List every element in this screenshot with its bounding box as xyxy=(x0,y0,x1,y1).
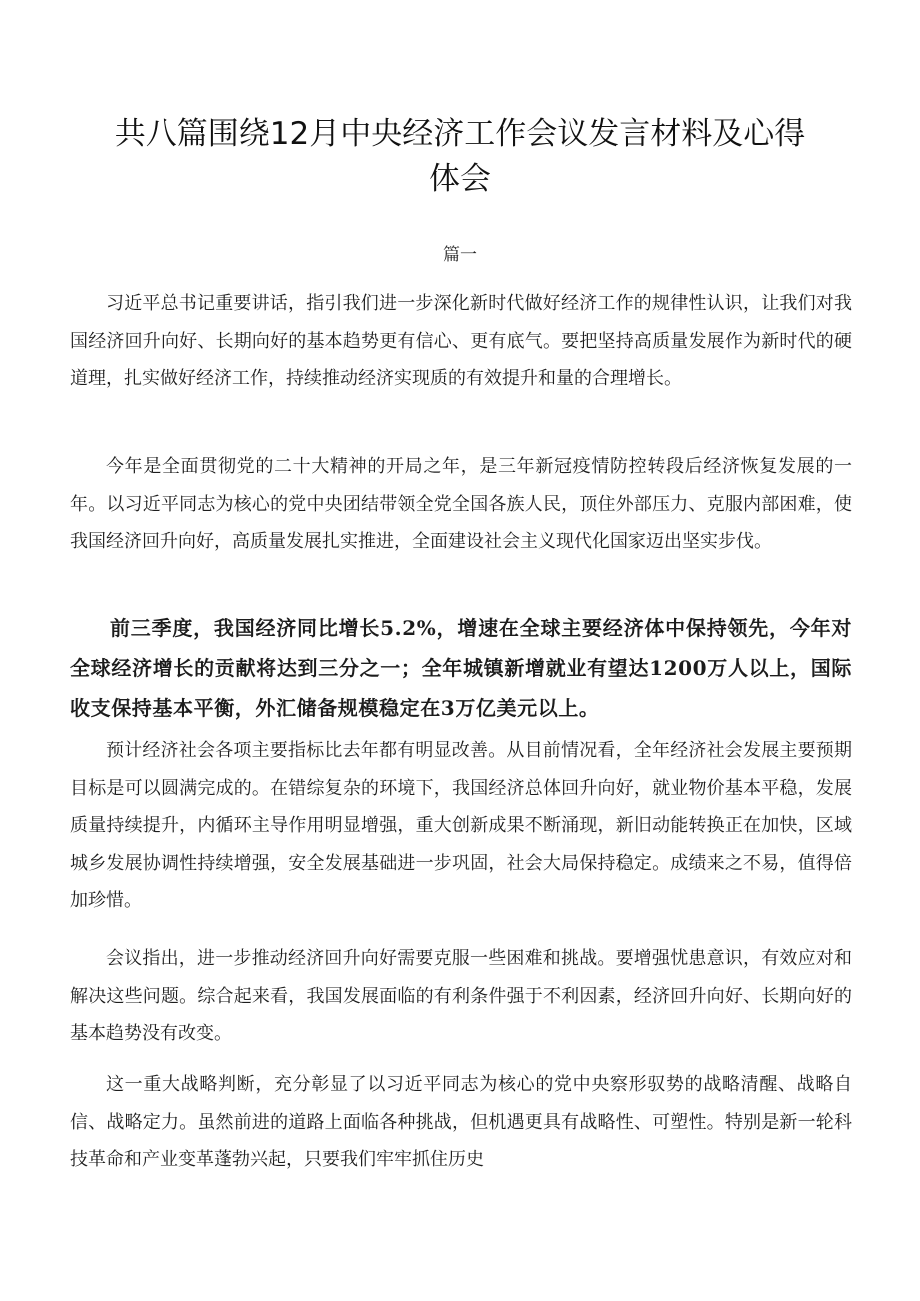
document-title: 共八篇围绕12月中央经济工作会议发言材料及心得体会 xyxy=(114,116,806,197)
paragraph-4: 预计经济社会各项主要指标比去年都有明显改善。从目前情况看，全年经济社会发展主要预期目标是可以圆满完成的。在错综复杂的环境下，我国经济总体回升向好，就业物价基本平稳，发展质量持续提升，内循环主导作用明显增强，重大创新成果不断涌现，新旧动能转换正在加快，区域城乡发展协调性持续增强，安全发展基础进一步巩固，社会大局保持稳定。成绩来之不易，值得倍加珍惜。 xyxy=(70,740,852,911)
paragraph-6: 这一重大战略判断，充分彰显了以习近平同志为核心的党中央察形驭势的战略清醒、战略自信、战略定力。虽然前进的道路上面临各种挑战，但机遇更具有战略性、可塑性。特别是新一轮科技革命和产业变革蓬勃兴起，只要我们牢牢抓住历史 xyxy=(70,1074,852,1170)
paragraph-2: 今年是全面贯彻党的二十大精神的开局之年，是三年新冠疫情防控转段后经济恢复发展的一年。以习近平同志为核心的党中央团结带领全党全国各族人民，顶住外部压力、克服内部困难，使我国经济回升向好，高质量发展扎实推进，全面建设社会主义现代化国家迈出坚实步伐。 xyxy=(70,456,852,552)
paragraph-1: 习近平总书记重要讲话，指引我们进一步深化新时代做好经济工作的规律性认识，让我们对我国经济回升向好、长期向好的基本趋势更有信心、更有底气。要把坚持高质量发展作为新时代的硬道理，扎实做好经济工作，持续推动经济实现质的有效提升和量的合理增长。 xyxy=(70,293,852,389)
paragraph-5: 会议指出，进一步推动经济回升向好需要克服一些困难和挑战。要增强忧患意识，有效应对和解决这些问题。综合起来看，我国发展面临的有利条件强于不利因素，经济回升向好、长期向好的基本趋势没有改变。 xyxy=(70,948,852,1044)
paragraph-3: 前三季度，我国经济同比增长5.2%，增速在全球主要经济体中保持领先，今年对全球经济增长的贡献将达到三分之一；全年城镇新增就业有望达1200万人以上，国际收支保持基本平衡，外汇储备规模稳定在3万亿美元以上。 xyxy=(70,616,852,720)
section-heading: 篇一 xyxy=(443,245,477,265)
